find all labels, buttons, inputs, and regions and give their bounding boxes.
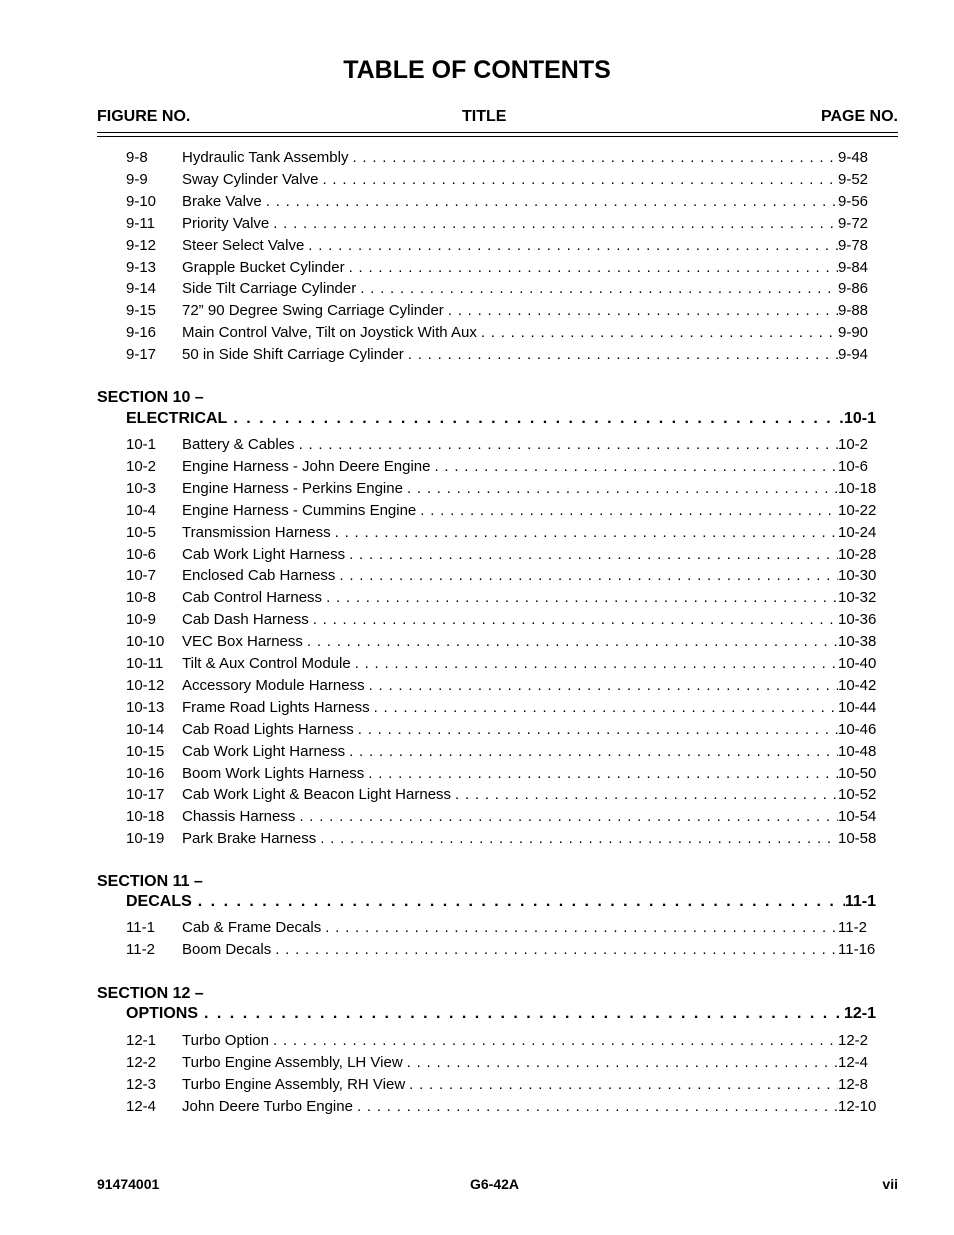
- toc-entry-title: Cab Work Light Harness: [182, 742, 346, 760]
- toc-entry-page: 9-86: [838, 280, 869, 298]
- dot-leader: [326, 588, 838, 608]
- toc-entry-title: Side Tilt Carriage Cylinder: [182, 280, 357, 298]
- toc-entry[interactable]: [126, 479, 886, 499]
- header-rule-top: [97, 132, 898, 133]
- toc-entry[interactable]: [126, 457, 886, 477]
- toc-entry-page: 10-36: [838, 611, 877, 629]
- toc-entry-figure: 10-4: [126, 501, 157, 519]
- dot-leader: [325, 918, 838, 938]
- toc-entry-title: Steer Select Valve: [182, 236, 305, 254]
- dot-leader: [358, 720, 838, 740]
- dot-leader: [299, 807, 838, 827]
- toc-entry[interactable]: [126, 279, 886, 299]
- dot-leader: [481, 323, 838, 343]
- section-title: OPTIONS: [126, 1005, 199, 1022]
- toc-entry-page: 12-10: [838, 1097, 877, 1115]
- toc-entry[interactable]: [126, 566, 886, 586]
- toc-entry-page: 10-2: [838, 436, 869, 453]
- dot-leader: [369, 676, 838, 696]
- toc-entry[interactable]: [126, 435, 886, 455]
- toc-entry-figure: 9-17: [126, 346, 157, 364]
- column-header-title: TITLE: [462, 108, 507, 125]
- toc-entry-title: Grapple Bucket Cylinder: [182, 258, 345, 276]
- toc-entry-figure: 10-16: [126, 764, 165, 782]
- footer-model: G6-42A: [470, 1176, 520, 1192]
- toc-entry-page: 10-40: [838, 655, 877, 672]
- toc-entry-title: Park Brake Harness: [182, 830, 317, 848]
- toc-entry-page: 9-88: [838, 302, 869, 320]
- toc-entry-figure: 10-9: [126, 611, 157, 629]
- toc-entry-title: VEC Box Harness: [182, 633, 303, 651]
- toc-entry[interactable]: [126, 258, 886, 278]
- page-title: TABLE OF CONTENTS: [343, 56, 611, 84]
- toc-entry-title: Enclosed Cab Harness: [182, 567, 336, 585]
- dot-leader: [407, 479, 838, 499]
- dot-leader: [307, 632, 838, 652]
- dot-leader: [273, 1031, 838, 1051]
- toc-entry-page: 9-56: [838, 192, 869, 210]
- dot-leader: [374, 698, 838, 718]
- toc-entry[interactable]: [126, 676, 886, 696]
- section-entry[interactable]: [126, 1003, 876, 1025]
- dot-leader: [357, 1097, 838, 1117]
- toc-entry-figure: 9-11: [126, 214, 155, 232]
- dot-leader: [434, 457, 838, 477]
- dot-leader: [322, 170, 838, 190]
- toc-entry-figure: 10-5: [126, 523, 157, 541]
- dot-leader: [339, 566, 838, 586]
- toc-entry[interactable]: [126, 588, 886, 608]
- toc-entry-page: 10-38: [838, 633, 877, 651]
- toc-entry-figure: 10-18: [126, 808, 165, 826]
- dot-leader: [273, 214, 838, 234]
- toc-entry[interactable]: [126, 632, 886, 652]
- toc-entry-figure: 10-2: [126, 457, 157, 475]
- toc-entry[interactable]: [126, 610, 886, 630]
- toc-entry-title: Boom Work Lights Harness: [182, 764, 365, 782]
- toc-entry[interactable]: [126, 698, 886, 718]
- toc-entry[interactable]: [126, 523, 886, 543]
- toc-entry[interactable]: [126, 192, 886, 212]
- toc-entry-title: Boom Decals: [182, 940, 272, 958]
- dot-leader: [266, 192, 838, 212]
- toc-entry-title: Turbo Engine Assembly, LH View: [182, 1053, 403, 1071]
- dot-leader: [420, 501, 838, 521]
- dot-leader: [335, 523, 838, 543]
- toc-entry-page: 9-72: [838, 214, 869, 232]
- dot-leader: [360, 279, 838, 299]
- toc-entry[interactable]: [126, 501, 886, 521]
- toc-entry-figure: 10-8: [126, 589, 157, 607]
- toc-entry-figure: 9-14: [126, 280, 157, 298]
- section-label: SECTION 10 –: [97, 389, 204, 406]
- toc-entry-figure: 10-15: [126, 742, 165, 760]
- toc-entry-page: 12-4: [838, 1053, 869, 1071]
- toc-entry-page: 9-84: [838, 258, 869, 276]
- toc-entry-page: 10-28: [838, 545, 877, 563]
- toc-entry-figure: 12-1: [126, 1032, 157, 1049]
- toc-entry[interactable]: [126, 940, 886, 960]
- dot-leader: [448, 301, 838, 321]
- toc-entry-figure: 9-16: [126, 324, 157, 342]
- toc-entry-title: John Deere Turbo Engine: [182, 1097, 353, 1115]
- toc-entry-title: Turbo Engine Assembly, RH View: [182, 1075, 406, 1093]
- toc-entry[interactable]: [126, 829, 886, 849]
- section-label: SECTION 11 –: [97, 873, 203, 890]
- toc-entry[interactable]: [126, 654, 886, 674]
- toc-entry[interactable]: [126, 170, 886, 190]
- toc-entry-page: 10-22: [838, 501, 877, 519]
- toc-entry-page: 10-32: [838, 589, 877, 607]
- toc-entry[interactable]: [126, 1075, 886, 1095]
- toc-entry[interactable]: [126, 545, 886, 565]
- toc-entry-figure: 9-10: [126, 192, 157, 210]
- toc-entry-title: Sway Cylinder Valve: [182, 170, 319, 188]
- toc-entry-figure: 11-2: [126, 940, 155, 958]
- dot-leader: [275, 940, 838, 960]
- dot-leader: [308, 236, 838, 256]
- toc-entry-figure: 10-7: [126, 567, 157, 585]
- dot-leader: [352, 148, 838, 168]
- toc-entry-title: Turbo Option: [182, 1032, 269, 1049]
- toc-entry-figure: 10-13: [126, 698, 165, 716]
- toc-entry-page: 10-54: [838, 808, 877, 826]
- toc-entry-page: 10-50: [838, 764, 877, 782]
- toc-entry-page: 9-94: [838, 346, 869, 364]
- dot-leader: [407, 1053, 838, 1073]
- toc-entry-page: 10-6: [838, 457, 869, 475]
- section-entry[interactable]: [126, 408, 876, 430]
- dot-leader: [349, 742, 838, 762]
- toc-entry-figure: 9-8: [126, 149, 148, 166]
- toc-entry-page: 10-30: [838, 567, 877, 585]
- toc-entry[interactable]: [126, 148, 886, 168]
- toc-entry-figure: 10-17: [126, 786, 165, 804]
- toc-entry-figure: 9-12: [126, 236, 157, 254]
- dot-leader: [355, 654, 838, 674]
- toc-entry-title: Engine Harness - John Deere Engine: [182, 457, 431, 475]
- dot-leader: [409, 1075, 838, 1095]
- toc-entry[interactable]: [126, 918, 886, 938]
- toc-entry-title: Main Control Valve, Tilt on Joystick With Aux: [182, 324, 477, 342]
- footer-page-number: vii: [882, 1176, 898, 1192]
- toc-entry[interactable]: [126, 720, 886, 740]
- toc-entry-title: Accessory Module Harness: [182, 676, 365, 694]
- toc-entry-page: 10-48: [838, 742, 877, 760]
- toc-entry-page: 10-18: [838, 479, 877, 497]
- dot-leader: [349, 545, 838, 565]
- toc-entry-page: 10-42: [838, 676, 877, 694]
- toc-entry[interactable]: [126, 345, 886, 365]
- section-entry[interactable]: [126, 891, 876, 913]
- toc-entry-figure: 10-12: [126, 676, 165, 694]
- toc-entry-title: 50 in Side Shift Carriage Cylinder: [182, 346, 404, 364]
- footer-doc-number: 91474001: [97, 1176, 160, 1192]
- toc-entry-title: Chassis Harness: [182, 808, 296, 826]
- toc-entry[interactable]: [126, 1097, 886, 1117]
- toc-entry-title: Tilt & Aux Control Module: [182, 655, 351, 672]
- toc-entry-title: Cab Road Lights Harness: [182, 720, 354, 738]
- toc-entry[interactable]: [126, 323, 886, 343]
- section-label: SECTION 12 –: [97, 985, 204, 1002]
- toc-entry-title: Hydraulic Tank Assembly: [182, 149, 349, 166]
- toc-entry-title: Priority Valve: [182, 214, 270, 232]
- toc-entry-title: Frame Road Lights Harness: [182, 698, 370, 716]
- dot-leader: [455, 785, 838, 805]
- toc-entry-page: 12-8: [838, 1075, 869, 1093]
- dot-leader: [233, 408, 844, 430]
- toc-entry-page: 9-78: [838, 236, 869, 254]
- toc-entry-title: 72” 90 Degree Swing Carriage Cylinder: [182, 302, 444, 320]
- toc-entry-title: Engine Harness - Cummins Engine: [182, 501, 417, 519]
- toc-entry-figure: 12-2: [126, 1053, 157, 1071]
- toc-entry-page: 10-58: [838, 830, 877, 848]
- toc-entry[interactable]: [126, 764, 886, 784]
- toc-entry[interactable]: [126, 236, 886, 256]
- column-header-page: PAGE NO.: [820, 108, 898, 125]
- toc-entry-title: Cab Work Light Harness: [182, 545, 346, 563]
- toc-entry-title: Cab Control Harness: [182, 589, 323, 607]
- toc-entry-figure: 10-11: [126, 655, 164, 672]
- toc-entry-figure: 12-4: [126, 1097, 157, 1115]
- toc-entry-page: 12-2: [838, 1032, 869, 1049]
- section-title: ELECTRICAL: [126, 410, 228, 427]
- toc-entry-title: Cab Work Light & Beacon Light Harness: [182, 786, 452, 804]
- dot-leader: [198, 891, 845, 913]
- toc-entry-title: Brake Valve: [182, 192, 262, 210]
- dot-leader: [320, 829, 838, 849]
- toc-entry-title: Cab & Frame Decals: [182, 919, 322, 936]
- dot-leader: [313, 610, 838, 630]
- toc-entry-figure: 10-3: [126, 479, 157, 497]
- toc-entry-title: Battery & Cables: [182, 436, 295, 453]
- toc-entry[interactable]: [126, 1053, 886, 1073]
- toc-entry-page: 10-24: [838, 523, 877, 541]
- section-title: DECALS: [126, 893, 192, 910]
- column-header-figure: FIGURE NO.: [97, 108, 191, 125]
- toc-entry-figure: 10-14: [126, 720, 165, 738]
- toc-entry-figure: 12-3: [126, 1075, 157, 1093]
- toc-entry-page: 9-52: [838, 170, 869, 188]
- section-page: 11-1: [844, 893, 876, 910]
- dot-leader: [299, 435, 838, 455]
- toc-entry-page: 9-48: [838, 149, 869, 166]
- toc-entry-page: 11-2: [838, 919, 867, 936]
- toc-entry-figure: 10-10: [126, 633, 165, 651]
- toc-entry-figure: 11-1: [126, 919, 155, 936]
- toc-entry[interactable]: [126, 807, 886, 827]
- toc-entry[interactable]: [126, 301, 886, 321]
- toc-entry-figure: 9-15: [126, 302, 157, 320]
- toc-entry-title: Transmission Harness: [182, 523, 331, 541]
- header-rule-bottom: [97, 136, 898, 137]
- section-page: 10-1: [843, 410, 876, 427]
- toc-entry-page: 10-46: [838, 720, 877, 738]
- toc-entry[interactable]: [126, 742, 886, 762]
- toc-entry[interactable]: [126, 785, 886, 805]
- toc-entry-page: 10-44: [838, 698, 877, 716]
- toc-entry-figure: 10-19: [126, 830, 165, 848]
- dot-leader: [368, 764, 838, 784]
- toc-entry-figure: 9-9: [126, 170, 148, 188]
- toc-entry-title: Engine Harness - Perkins Engine: [182, 479, 403, 497]
- toc-entry-page: 9-90: [838, 324, 869, 342]
- toc-entry-figure: 9-13: [126, 258, 157, 276]
- toc-entry[interactable]: [126, 214, 886, 234]
- section-page: 12-1: [843, 1005, 876, 1022]
- toc-entry-figure: 10-1: [126, 436, 157, 453]
- dot-leader: [349, 258, 838, 278]
- toc-entry-page: 11-16: [838, 940, 876, 958]
- toc-entry-page: 10-52: [838, 786, 877, 804]
- toc-entry[interactable]: [126, 1031, 886, 1051]
- dot-leader: [204, 1003, 844, 1025]
- toc-entry-title: Cab Dash Harness: [182, 611, 309, 629]
- toc-entry-figure: 10-6: [126, 545, 157, 563]
- dot-leader: [408, 345, 838, 365]
